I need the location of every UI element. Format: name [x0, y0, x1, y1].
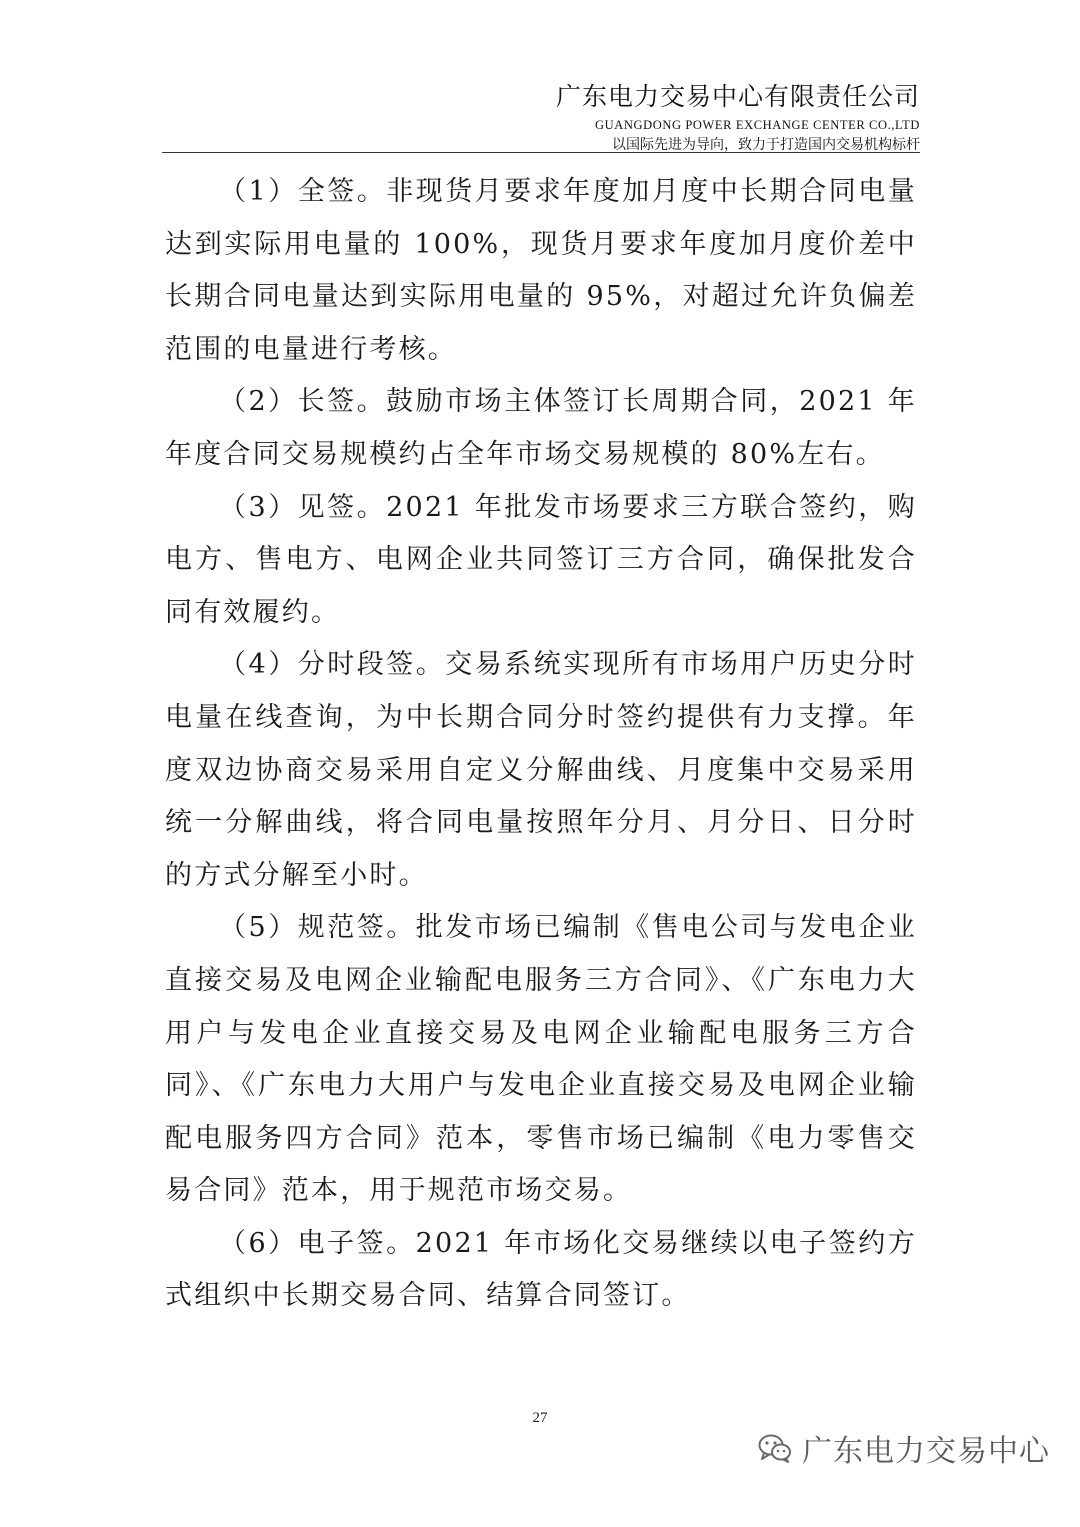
- document-body: [165, 166, 917, 1323]
- paragraph-time-of-use-signing: （4）分时段签。交易系统实现所有市场用户历史分时电量在线查询，为中长期合同分时签约提供有力支撑。年度双边协商交易采用自定义分解曲线、月度集中交易采用统一分解曲线，将合同电量按照年分月、月分日、日分时的方式分解至小时。: [165, 649, 917, 891]
- header-divider: [162, 152, 920, 153]
- paragraph-electronic-signing: （6）电子签。2021 年市场化交易继续以电子签约方式组织中长期交易合同、结算合同签订。: [165, 1227, 917, 1312]
- wechat-icon: [758, 1433, 792, 1463]
- paragraph-long-term-signing: （2）长签。鼓励市场主体签订长周期合同，2021 年年度合同交易规模约占全年市场交易规模的 80%左右。: [165, 386, 917, 470]
- watermark-text: 广东电力交易中心: [802, 1434, 1050, 1469]
- company-name-en: GUANGDONG POWER EXCHANGE CENTER CO.,LTD: [594, 118, 920, 132]
- paragraph-full-signing: （1）全签。非现货月要求年度加月度中长期合同电量达到实际用电量的 100%，现货月要求年度加月度价差中长期合同电量达到实际用电量的 95%，对超过允许负偏差范围的电量进行考核。: [165, 176, 917, 365]
- wechat-watermark: [758, 1426, 1050, 1470]
- paragraph-standardized-signing: （5）规范签。批发市场已编制《售电公司与发电企业直接交易及电网企业输配电服务三方合同》、《广东电力大用户与发电企业直接交易及电网企业输配电服务三方合同》、《广东电力大用户与发电企业直接交易及电网企业输配电服务四方合同》范本，零售市场已编制《电力零售交易合同》范本，用于规范市场交易。: [165, 912, 917, 1207]
- letterhead: [556, 82, 920, 154]
- page-number: 27: [532, 1410, 548, 1426]
- paragraph-witnessed-signing: （3）见签。2021 年批发市场要求三方联合签约，购电方、售电方、电网企业共同签订三方合同，确保批发合同有效履约。: [165, 491, 917, 628]
- company-name-cn: 广东电力交易中心有限责任公司: [555, 82, 920, 111]
- company-slogan: 以国际先进为导向，致力于打造国内交易机构标杆: [612, 137, 920, 153]
